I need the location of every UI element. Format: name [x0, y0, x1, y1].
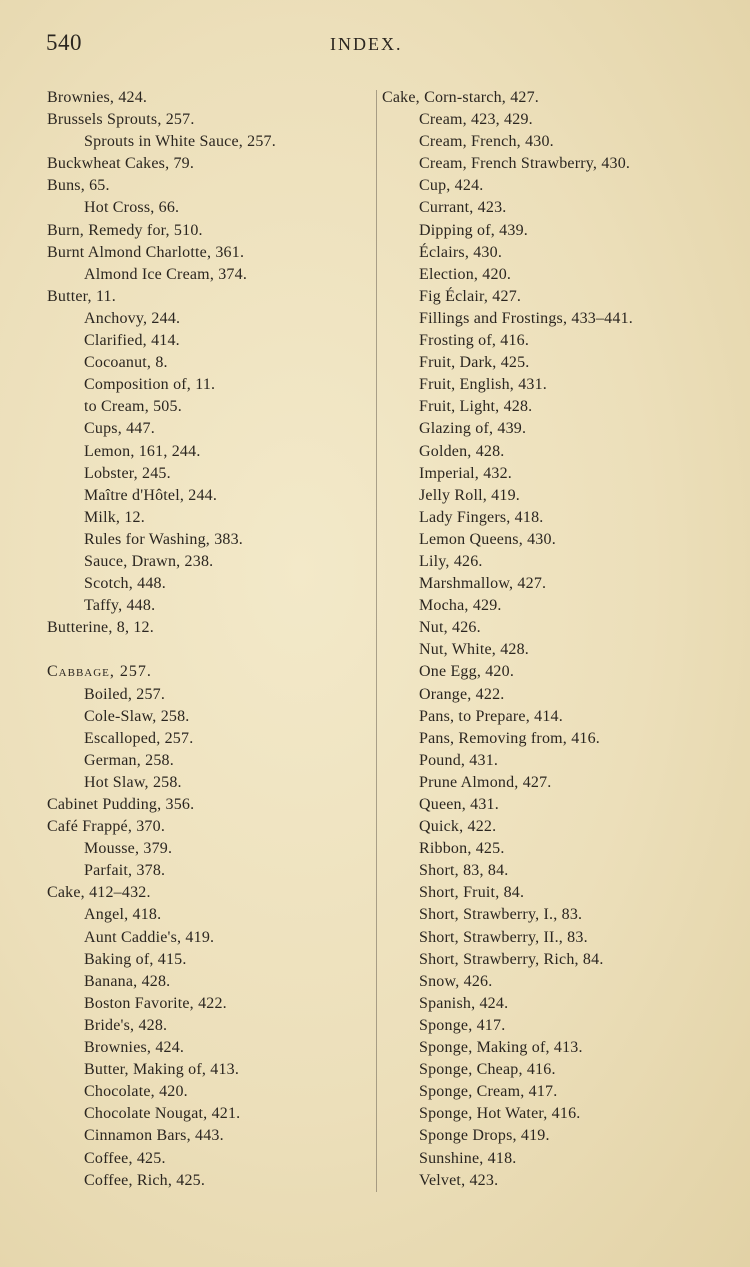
index-subentry: Election, 420.	[419, 265, 512, 283]
index-subentry: Frosting of, 416.	[419, 332, 530, 350]
index-subentry: Sponge, Cheap, 416.	[419, 1061, 556, 1079]
index-subentry: Chocolate Nougat, 421.	[84, 1105, 241, 1123]
index-subentry: Nut, White, 428.	[419, 641, 530, 659]
index-subentry: Sponge Drops, 419.	[419, 1127, 550, 1145]
index-entry: Burnt Almond Charlotte, 361.	[47, 243, 245, 261]
index-subentry: Scotch, 448.	[84, 575, 166, 593]
index-subentry: to Cream, 505.	[84, 398, 182, 416]
index-subentry: Anchovy, 244.	[84, 309, 181, 327]
column-divider	[376, 90, 377, 1192]
index-subentry: Queen, 431.	[419, 796, 499, 813]
index-subentry: Escalloped, 257.	[84, 729, 194, 747]
index-entry: Café Frappé, 370.	[47, 818, 166, 836]
index-subentry: Imperial, 432.	[419, 464, 512, 482]
index-subentry: Golden, 428.	[419, 442, 505, 460]
index-subentry: Baking of, 415.	[84, 950, 187, 968]
index-subentry: Short, Strawberry, II., 83.	[419, 928, 588, 946]
index-subentry: German, 258.	[84, 751, 174, 769]
index-subentry: Fillings and Frostings, 433–441.	[419, 309, 633, 327]
index-subentry: Rules for Washing, 383.	[84, 530, 244, 548]
index-subentry: Short, Strawberry, I., 83.	[419, 906, 583, 924]
index-subentry: Bride's, 428.	[84, 1016, 168, 1034]
index-subentry: Cup, 424.	[419, 177, 484, 195]
index-subentry: Sponge, Making of, 413.	[419, 1039, 583, 1057]
index-column-left	[47, 87, 367, 1192]
index-column-right	[382, 87, 742, 1192]
index-subentry: Dipping of, 439.	[419, 221, 528, 239]
index-subentry: Cinnamon Bars, 443.	[84, 1127, 224, 1145]
index-subentry: Currant, 423.	[419, 199, 507, 217]
index-subentry: Glazing of, 439.	[419, 420, 527, 438]
index-subentry: Hot Slaw, 258.	[84, 773, 182, 791]
index-subentry: Butter, Making of, 413.	[84, 1061, 240, 1079]
index-entry: Burn, Remedy for, 510.	[47, 221, 203, 239]
index-subentry: Short, Strawberry, Rich, 84.	[419, 950, 604, 968]
index-subentry: Cole-Slaw, 258.	[84, 707, 190, 725]
index-subentry: Cups, 447.	[84, 420, 155, 438]
index-subentry: Clarified, 414.	[84, 332, 180, 350]
index-subentry: Brownies, 424.	[84, 1039, 185, 1057]
index-subentry: Cream, French, 430.	[419, 133, 554, 151]
index-subentry: Composition of, 11.	[84, 376, 216, 394]
index-subentry: Cocoanut, 8.	[84, 354, 168, 372]
index-subentry: Banana, 428.	[84, 972, 171, 990]
index-subentry: Nut, 426.	[419, 619, 481, 637]
index-entry: Buns, 65.	[47, 177, 110, 195]
index-entry: Butter, 11.	[47, 287, 116, 305]
index-subentry: Spanish, 424.	[419, 994, 509, 1012]
index-subentry: Maître d'Hôtel, 244.	[84, 486, 218, 504]
index-subentry: Chocolate, 420.	[84, 1083, 188, 1101]
index-subentry: Lobster, 245.	[84, 464, 171, 482]
running-head: INDEX.	[330, 34, 403, 54]
index-entry: Cabbage, 257.	[47, 663, 152, 681]
index-subentry: Lily, 426.	[419, 552, 483, 570]
index-subentry: Prune Almond, 427.	[419, 773, 552, 791]
index-subentry: Jelly Roll, 419.	[419, 486, 520, 504]
index-entry: Cabinet Pudding, 356.	[47, 796, 195, 813]
index-subentry: Coffee, Rich, 425.	[84, 1171, 206, 1189]
index-subentry: Almond Ice Cream, 374.	[84, 265, 248, 283]
index-subentry: Angel, 418.	[84, 906, 162, 924]
index-subentry: Éclairs, 430.	[419, 243, 503, 261]
index-subentry: Taffy, 448.	[84, 597, 156, 615]
page-number: 540	[46, 30, 82, 55]
index-subentry: Cream, French Strawberry, 430.	[419, 155, 631, 173]
index-subentry: Short, 83, 84.	[419, 862, 509, 880]
index-subentry: Pound, 431.	[419, 751, 499, 769]
index-entry: Buckwheat Cakes, 79.	[47, 155, 195, 173]
index-entry: Butterine, 8, 12.	[47, 619, 154, 637]
index-subentry: Sprouts in White Sauce, 257.	[84, 133, 276, 151]
index-subentry: Sponge, Hot Water, 416.	[419, 1105, 581, 1123]
index-subentry: Ribbon, 425.	[419, 840, 505, 858]
index-entry: Cake, 412–432.	[47, 884, 151, 902]
index-subentry: Mocha, 429.	[419, 597, 502, 615]
index-subentry: One Egg, 420.	[419, 663, 515, 681]
index-subentry: Lemon, 161, 244.	[84, 442, 201, 460]
index-entry: Brownies, 424.	[47, 89, 148, 106]
index-subentry: Snow, 426.	[419, 972, 493, 990]
index-subentry: Mousse, 379.	[84, 840, 173, 858]
index-subentry: Sponge, Cream, 417.	[419, 1083, 558, 1101]
index-subentry: Fruit, English, 431.	[419, 376, 548, 394]
index-subentry: Short, Fruit, 84.	[419, 884, 525, 902]
index-subentry: Fruit, Dark, 425.	[419, 354, 530, 372]
section-gap	[47, 639, 367, 661]
index-subentry: Aunt Caddie's, 419.	[84, 928, 215, 946]
index-subentry: Lady Fingers, 418.	[419, 508, 544, 526]
index-subentry: Sunshine, 418.	[419, 1149, 517, 1167]
index-entry: Brussels Sprouts, 257.	[47, 111, 195, 129]
index-subentry: Fig Éclair, 427.	[419, 287, 522, 305]
index-subentry: Pans, Removing from, 416.	[419, 729, 600, 747]
index-subentry: Pans, to Prepare, 414.	[419, 707, 563, 725]
index-subentry: Fruit, Light, 428.	[419, 398, 533, 416]
index-subentry: Velvet, 423.	[419, 1171, 499, 1189]
index-entry: Cake, Corn-starch, 427.	[382, 89, 540, 106]
index-subentry: Orange, 422.	[419, 685, 505, 703]
index-subentry: Lemon Queens, 430.	[419, 530, 556, 548]
index-subentry: Milk, 12.	[84, 508, 145, 526]
index-subentry: Parfait, 378.	[84, 862, 166, 880]
index-subentry: Cream, 423, 429.	[419, 111, 533, 129]
page-header	[0, 30, 750, 60]
index-subentry: Quick, 422.	[419, 818, 497, 836]
index-subentry: Boston Favorite, 422.	[84, 994, 227, 1012]
index-subentry: Sponge, 417.	[419, 1016, 506, 1034]
index-subentry: Sauce, Drawn, 238.	[84, 552, 214, 570]
index-subentry: Coffee, 425.	[84, 1149, 166, 1167]
index-subentry: Hot Cross, 66.	[84, 199, 180, 217]
index-subentry: Boiled, 257.	[84, 685, 166, 703]
index-subentry: Marshmallow, 427.	[419, 575, 547, 593]
